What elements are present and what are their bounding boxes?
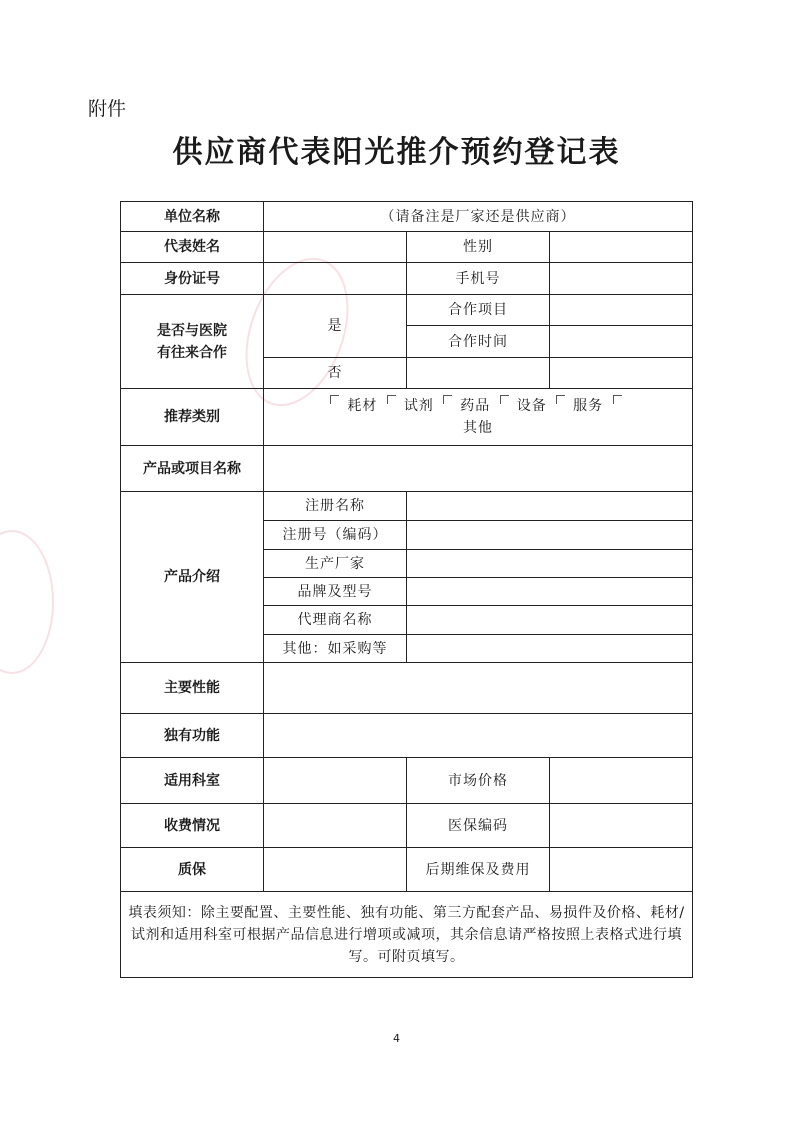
other-info-field[interactable] xyxy=(407,635,693,663)
fee-field[interactable] xyxy=(264,804,407,848)
row-product-name xyxy=(121,446,693,492)
registered-name-field[interactable] xyxy=(407,492,693,521)
category-label: 推荐类别 xyxy=(121,389,264,446)
row-note xyxy=(121,892,693,978)
category-options xyxy=(264,389,693,446)
checkbox-icon[interactable] xyxy=(330,395,339,404)
category-option-services: 服务 xyxy=(573,398,604,414)
market-price-field[interactable] xyxy=(550,758,693,804)
phone-field[interactable] xyxy=(550,263,693,295)
rep-name-label: 代表姓名 xyxy=(121,232,264,263)
cooperation-label-line1: 是否与医院 xyxy=(157,322,227,339)
gender-field[interactable] xyxy=(550,232,693,263)
unique-function-label: 独有功能 xyxy=(121,714,264,758)
category-option-reagents: 试剂 xyxy=(403,398,434,414)
category-option-other: 其他 xyxy=(463,420,493,436)
unique-function-field[interactable] xyxy=(264,714,693,758)
registration-form-table xyxy=(120,201,693,978)
row-unit-name xyxy=(121,202,693,232)
registered-name-label: 注册名称 xyxy=(264,492,407,521)
gender-label: 性别 xyxy=(407,232,550,263)
manufacturer-field[interactable] xyxy=(407,550,693,578)
page-number: 4 xyxy=(393,1032,400,1045)
attachment-label: 附件 xyxy=(88,98,127,120)
checkbox-icon[interactable] xyxy=(500,395,509,404)
product-name-field[interactable] xyxy=(264,446,693,492)
maintenance-label: 后期维保及费用 xyxy=(407,848,550,892)
warranty-field[interactable] xyxy=(264,848,407,892)
main-performance-label: 主要性能 xyxy=(121,663,264,714)
cooperation-no-extra2[interactable] xyxy=(550,358,693,389)
cooperation-time-field[interactable] xyxy=(550,326,693,358)
row-unique-function xyxy=(121,714,693,758)
cooperation-project-label: 合作项目 xyxy=(407,295,550,326)
insurance-code-field[interactable] xyxy=(550,804,693,848)
main-performance-field[interactable] xyxy=(264,663,693,714)
other-info-label: 其他：如采购等 xyxy=(264,635,407,663)
product-intro-label: 产品介绍 xyxy=(121,492,264,663)
registration-number-field[interactable] xyxy=(407,521,693,550)
checkbox-icon[interactable] xyxy=(387,395,396,404)
cooperation-yes[interactable]: 是 xyxy=(264,295,407,358)
row-category xyxy=(121,389,693,446)
category-option-drugs: 药品 xyxy=(460,398,491,414)
insurance-code-label: 医保编码 xyxy=(407,804,550,848)
department-label: 适用科室 xyxy=(121,758,264,804)
agent-name-field[interactable] xyxy=(407,606,693,635)
cooperation-label-line2: 有往来合作 xyxy=(157,344,227,361)
product-name-label: 产品或项目名称 xyxy=(121,446,264,492)
id-number-field[interactable] xyxy=(264,263,407,295)
checkbox-icon[interactable] xyxy=(556,395,565,404)
checkbox-icon[interactable] xyxy=(613,395,622,404)
row-cooperation-project xyxy=(121,295,693,326)
row-rep-name xyxy=(121,232,693,263)
cooperation-no-extra[interactable] xyxy=(407,358,550,389)
stamp-watermark-edge xyxy=(0,530,54,674)
category-option-equipment: 设备 xyxy=(516,398,547,414)
row-department xyxy=(121,758,693,804)
cooperation-no[interactable]: 否 xyxy=(264,358,407,389)
maintenance-field[interactable] xyxy=(550,848,693,892)
checkbox-icon[interactable] xyxy=(443,395,452,404)
unit-name-hint: （请备注是厂家还是供应商） xyxy=(380,208,576,225)
brand-model-field[interactable] xyxy=(407,578,693,606)
department-field[interactable] xyxy=(264,758,407,804)
cooperation-project-field[interactable] xyxy=(550,295,693,326)
row-warranty xyxy=(121,848,693,892)
warranty-label: 质保 xyxy=(121,848,264,892)
brand-model-label: 品牌及型号 xyxy=(264,578,407,606)
fee-label: 收费情况 xyxy=(121,804,264,848)
category-option-consumables: 耗材 xyxy=(347,398,378,414)
phone-label: 手机号 xyxy=(407,263,550,295)
agent-name-label: 代理商名称 xyxy=(264,606,407,635)
manufacturer-label: 生产厂家 xyxy=(264,550,407,578)
row-fee xyxy=(121,804,693,848)
form-note: 填表须知：除主要配置、主要性能、独有功能、第三方配套产品、易损件及价格、耗材/试剂和适用科室可根据产品信息进行增项或减项，其余信息请严格按照上表格式进行填写。可附页填写。 xyxy=(121,892,693,978)
rep-name-field[interactable] xyxy=(264,232,407,263)
unit-name-label: 单位名称 xyxy=(121,202,264,232)
id-number-label: 身份证号 xyxy=(121,263,264,295)
registration-number-label: 注册号（编码） xyxy=(264,521,407,550)
cooperation-time-label: 合作时间 xyxy=(407,326,550,358)
row-main-performance xyxy=(121,663,693,714)
row-product-intro-1 xyxy=(121,492,693,521)
unit-name-field[interactable] xyxy=(264,202,693,232)
cooperation-label xyxy=(121,295,264,389)
row-id-number xyxy=(121,263,693,295)
form-title: 供应商代表阳光推介预约登记表 xyxy=(172,135,621,170)
market-price-label: 市场价格 xyxy=(407,758,550,804)
